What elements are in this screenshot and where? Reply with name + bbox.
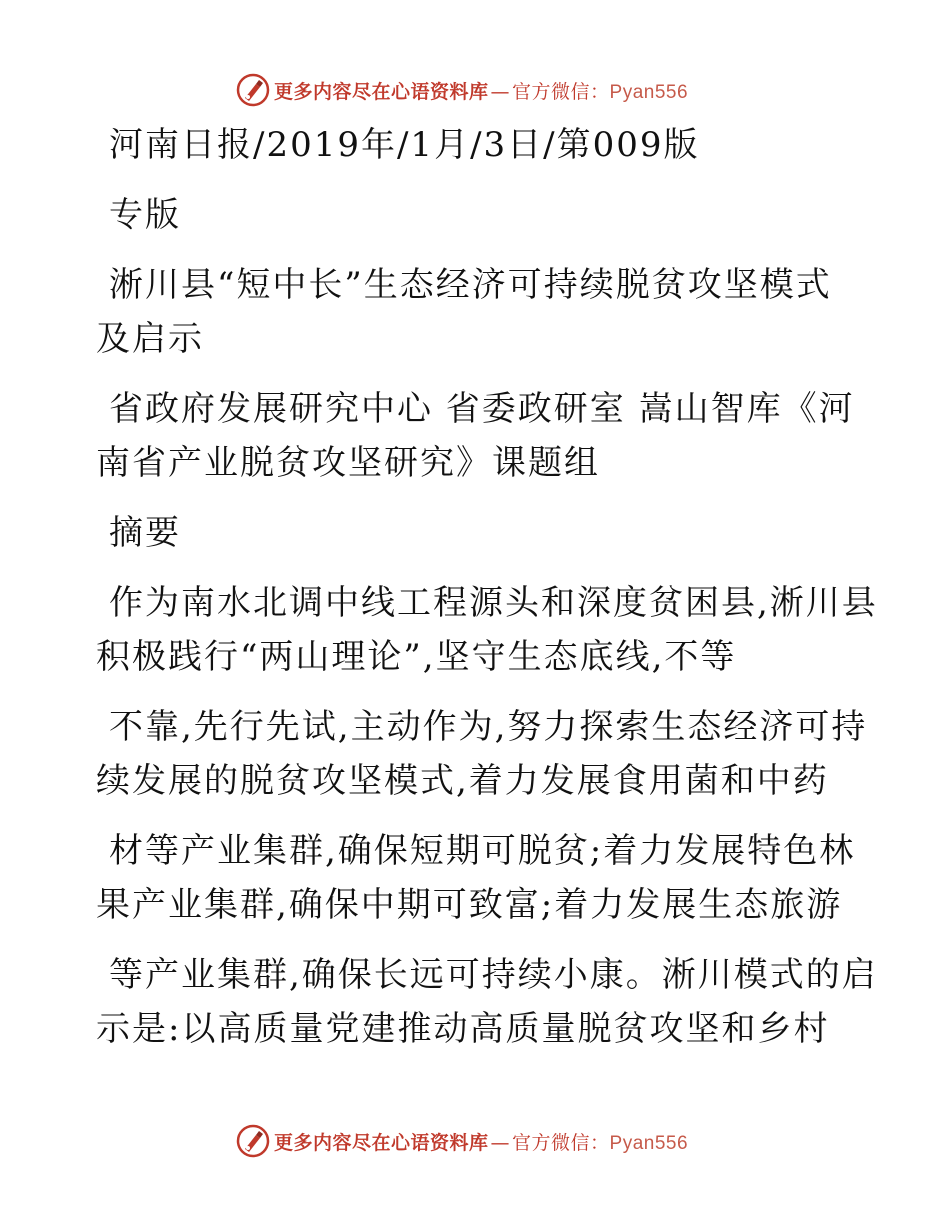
column-label [96,188,856,242]
abstract-p2 [96,700,868,808]
pen-logo-icon [236,73,270,107]
text-line: 淅川县“短中长”生态经济可持续脱贫攻坚模式 [109,265,832,305]
text-line: 不靠,先行先试,主动作为,努力探索生态经济可持 [109,707,868,747]
abstract-heading [96,506,856,560]
watermark-main: 更多内容尽在心语资料库 [274,80,489,103]
watermark-footer [236,1123,688,1159]
watermark-sub: 官方微信： [512,1131,610,1154]
text-line: 及启示 [96,319,204,359]
text-line: 作为南水北调中线工程源头和深度贫困县,淅川县 [109,583,878,623]
text-line: 续发展的脱贫攻坚模式,着力发展食用菌和中药 [96,761,829,801]
pen-logo-icon [236,1124,270,1158]
watermark-main: 更多内容尽在心语资料库 [274,1131,489,1154]
watermark-dash: — [490,80,511,103]
watermark-text [274,77,688,104]
source-line [96,118,856,172]
text-line: 示是:以高质量党建推动高质量脱贫攻坚和乡村 [96,1009,830,1049]
article-title [96,258,856,366]
text-line: 等产业集群,确保长远可持续小康。淅川模式的启 [109,955,878,995]
text-line: 材等产业集群,确保短期可脱贫;着力发展特色林 [109,831,856,871]
watermark-id: Pyan556 [609,81,689,103]
abstract-p3 [96,824,856,932]
text-line: 南省产业脱贫攻坚研究》课题组 [96,443,600,483]
watermark-text [274,1128,688,1155]
text-line: 摘要 [109,513,181,553]
text-line: 专版 [109,195,181,235]
watermark-id: Pyan556 [609,1132,689,1154]
text-line: 河南日报/2019年/1月/3日/第009版 [109,125,700,165]
text-line: 省政府发展研究中心 省委政研室 嵩山智库《河 [109,389,855,429]
abstract-p4 [96,948,878,1056]
abstract-p1 [96,576,878,684]
authors [96,382,856,490]
watermark-sub: 官方微信： [512,80,610,103]
watermark-dash: — [490,1131,511,1154]
text-line: 积极践行“两山理论”,坚守生态底线,不等 [96,637,737,677]
watermark-header [236,72,688,108]
text-line: 果产业集群,确保中期可致富;着力发展生态旅游 [96,885,843,925]
document-body [96,118,878,1072]
